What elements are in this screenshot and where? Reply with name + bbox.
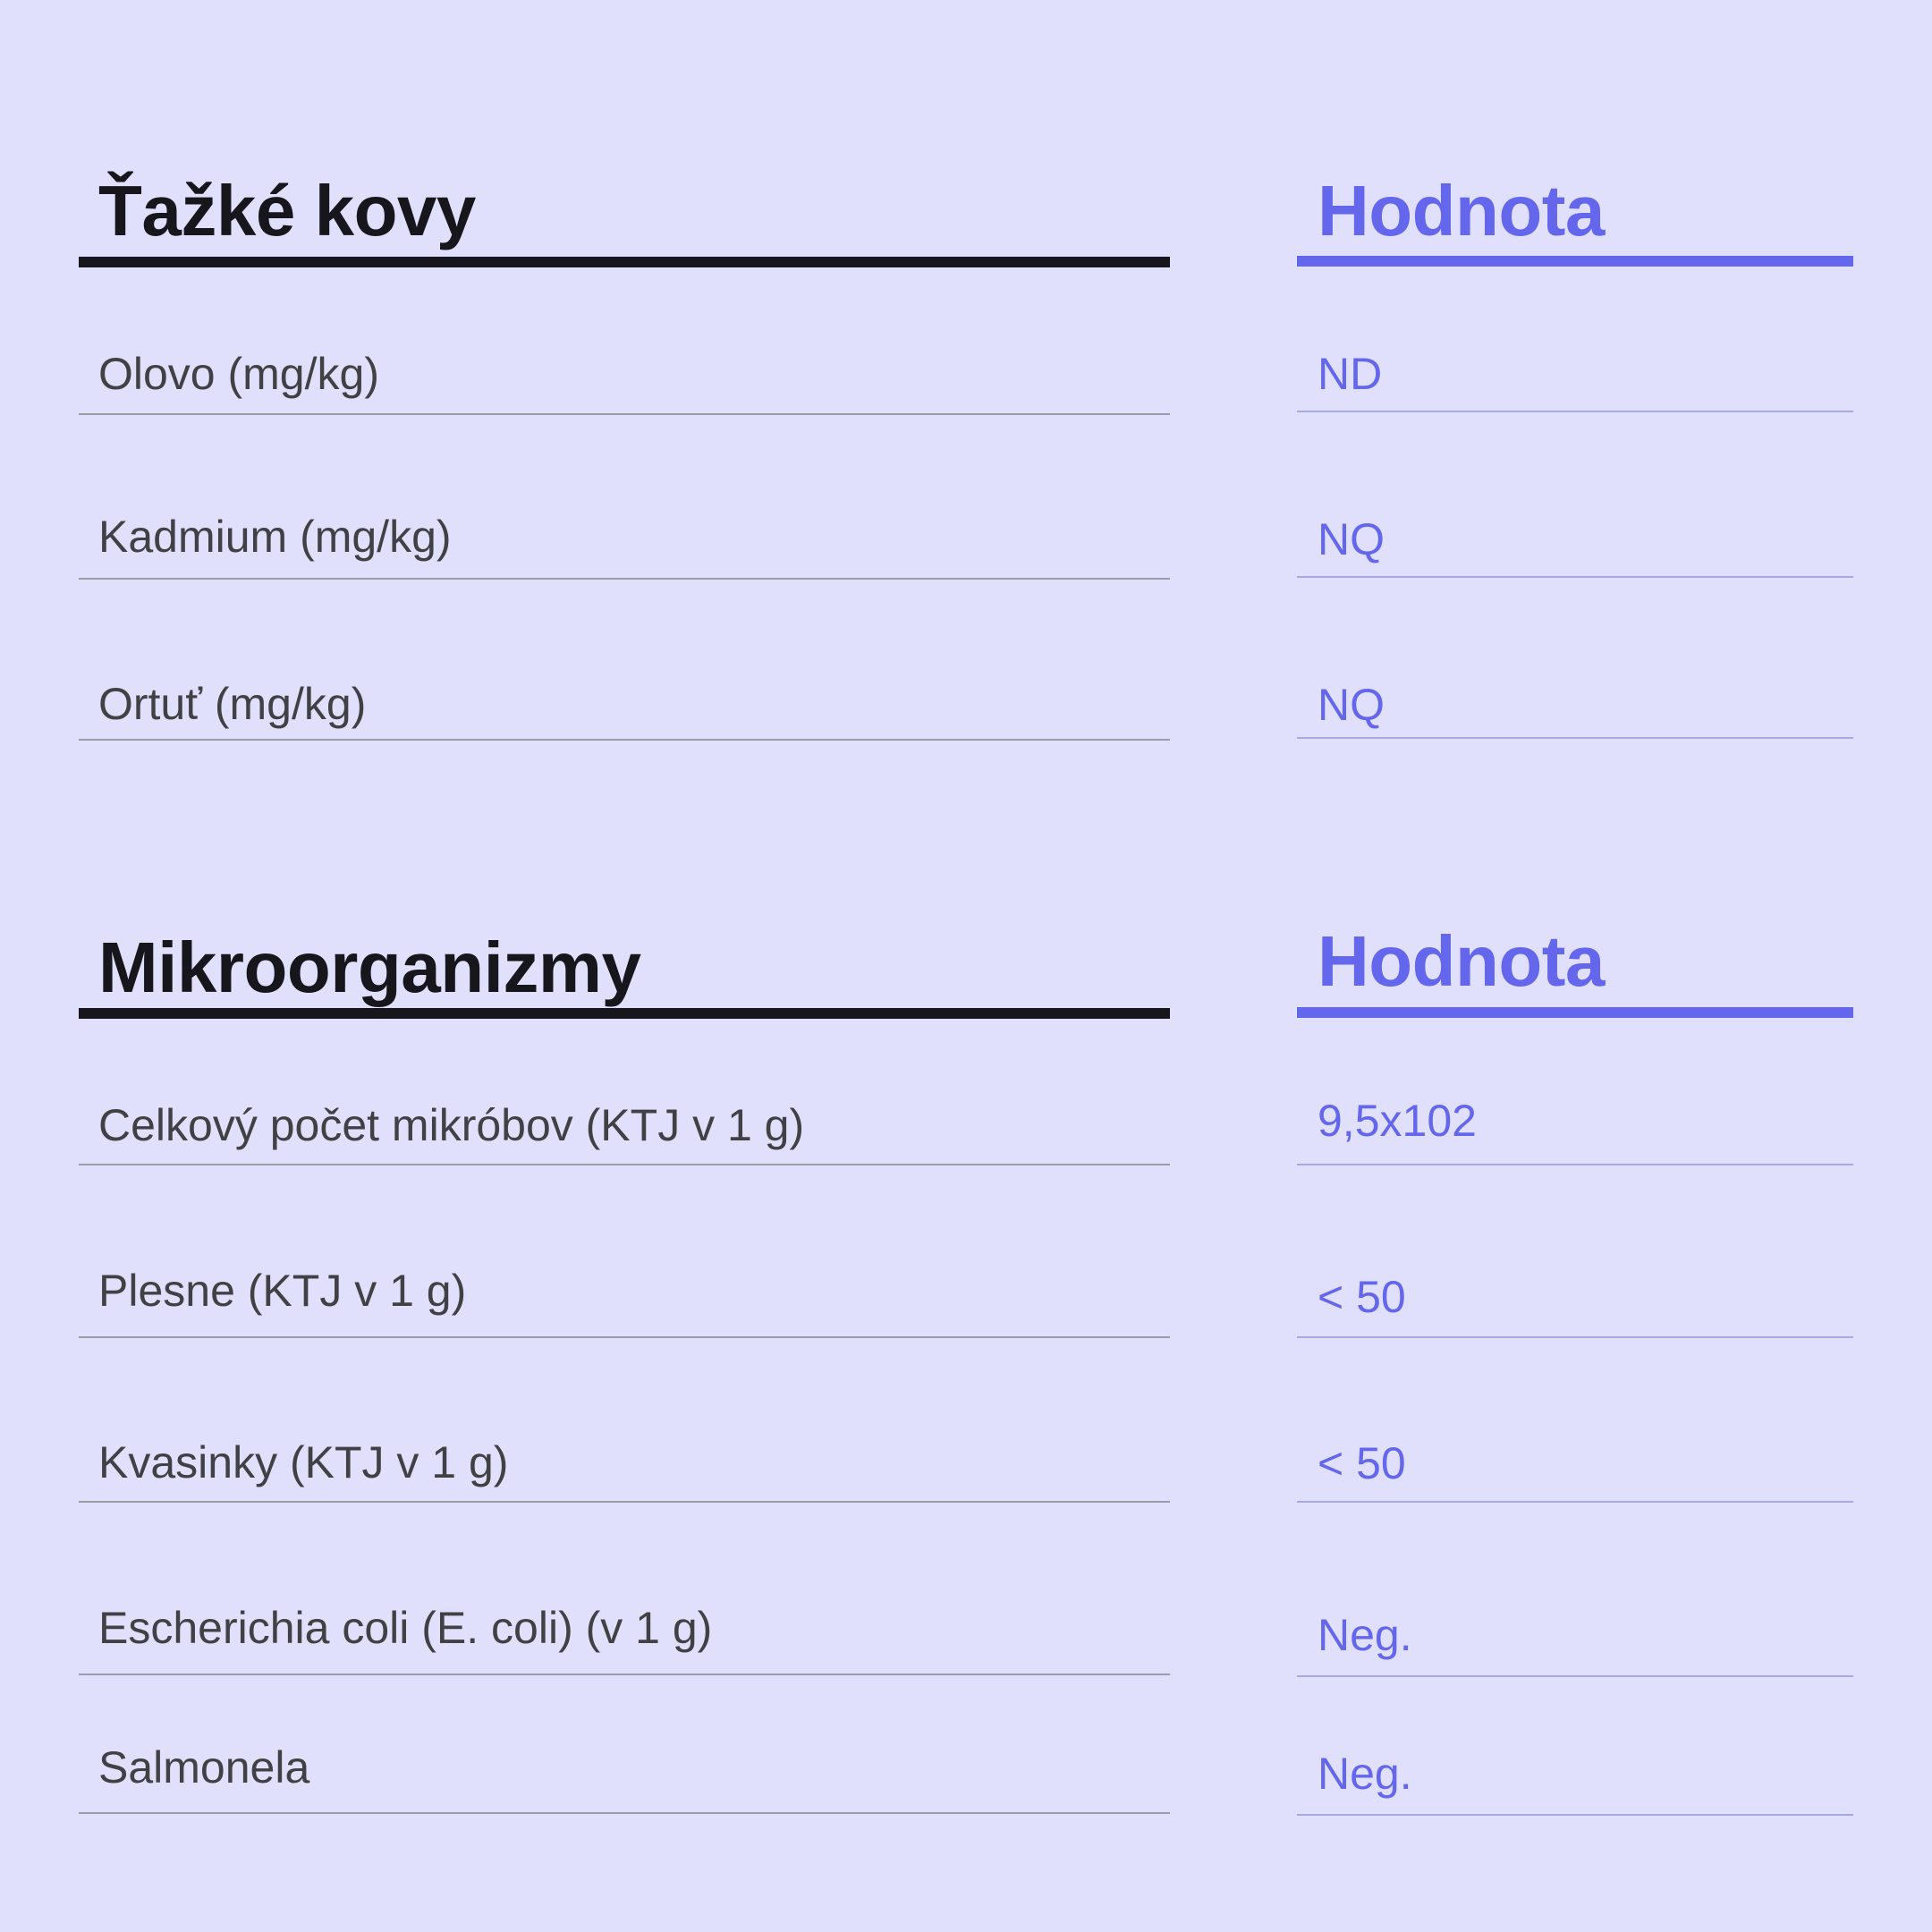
row-divider: [1297, 1336, 1853, 1338]
row-divider: [1297, 411, 1853, 412]
microorganisms-value-header-rule: [1297, 1007, 1853, 1018]
row-divider: [1297, 1501, 1853, 1503]
row-value-lead: ND: [1318, 349, 1383, 399]
row-divider: [79, 1164, 1170, 1165]
row-divider: [1297, 1164, 1853, 1165]
microorganisms-value-header: Hodnota: [1318, 921, 1605, 1001]
row-value-e-coli: Neg.: [1318, 1610, 1412, 1660]
row-label-salmonella: Salmonela: [98, 1742, 310, 1792]
row-divider: [79, 739, 1170, 741]
row-value-total-microbes: 9,5x102: [1318, 1096, 1477, 1146]
row-value-mercury: NQ: [1318, 680, 1385, 730]
row-label-molds: Plesne (KTJ v 1 g): [98, 1266, 467, 1316]
row-value-yeasts: < 50: [1318, 1438, 1406, 1488]
row-label-cadmium: Kadmium (mg/kg): [98, 512, 452, 562]
row-label-total-microbes: Celkový počet mikróbov (KTJ v 1 g): [98, 1100, 805, 1150]
row-divider: [79, 1812, 1170, 1814]
row-label-yeasts: Kvasinky (KTJ v 1 g): [98, 1437, 509, 1487]
microorganisms-title: Mikroorganizmy: [98, 928, 641, 1007]
heavy-metals-value-header-rule: [1297, 256, 1853, 267]
row-divider: [1297, 1814, 1853, 1816]
heavy-metals-title: Ťažké kovy: [98, 171, 476, 250]
heavy-metals-value-header: Hodnota: [1318, 171, 1605, 250]
row-divider: [79, 1336, 1170, 1338]
row-divider: [1297, 737, 1853, 739]
row-label-e-coli: Escherichia coli (E. coli) (v 1 g): [98, 1603, 713, 1653]
row-value-cadmium: NQ: [1318, 514, 1385, 564]
row-divider: [1297, 576, 1853, 578]
row-value-salmonella: Neg.: [1318, 1749, 1412, 1799]
row-label-mercury: Ortuť (mg/kg): [98, 679, 367, 729]
row-divider: [79, 1674, 1170, 1675]
row-value-molds: < 50: [1318, 1272, 1406, 1322]
row-divider: [79, 1501, 1170, 1503]
microorganisms-title-rule: [79, 1008, 1170, 1019]
heavy-metals-title-rule: [79, 257, 1170, 267]
row-divider: [79, 578, 1170, 580]
row-label-lead: Olovo (mg/kg): [98, 349, 379, 399]
row-divider: [1297, 1675, 1853, 1677]
row-divider: [79, 413, 1170, 415]
